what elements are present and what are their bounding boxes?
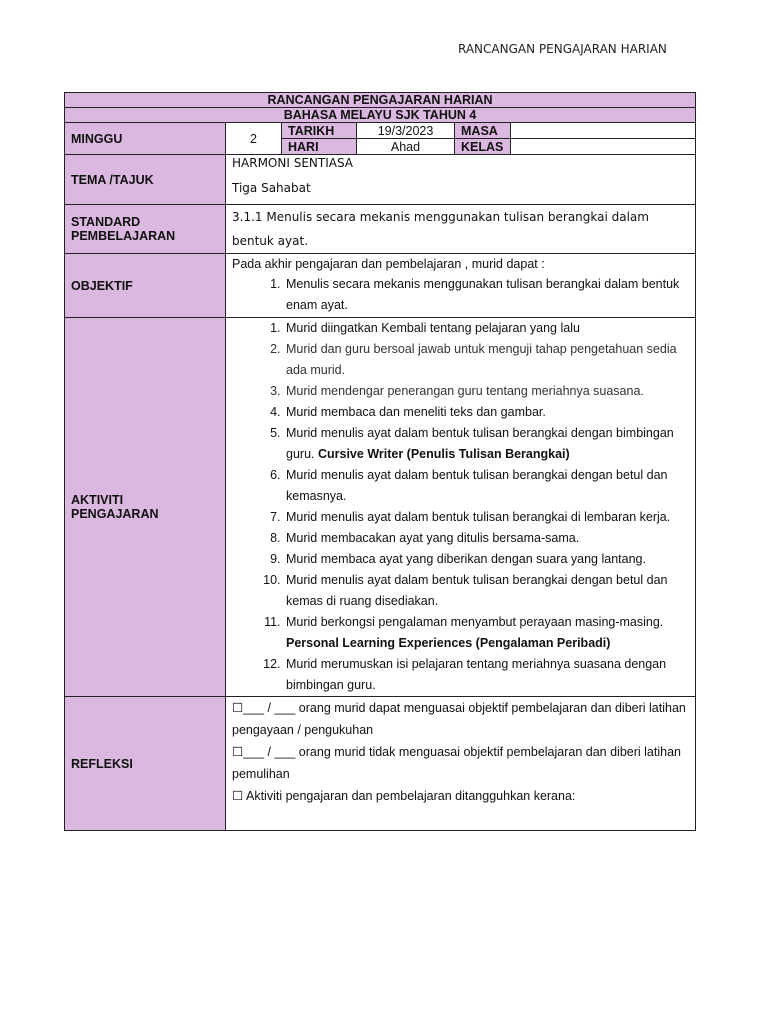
refleksi-line1: ☐___ / ___ orang murid dapat menguasai objektif pembelajaran dan diberi latihan pengayaan / pengukuhan <box>232 701 686 737</box>
objektif-item: 1. Menulis secara mekanis menggunakan tulisan berangkai dalam bentuk enam ayat. <box>284 274 689 316</box>
aktiviti-item: 7. Murid menulis ayat dalam bentuk tulisan berangkai di lembaran kerja. <box>284 507 689 528</box>
kelas-label: KELAS <box>455 139 511 155</box>
minggu-label: MINGGU <box>65 123 226 155</box>
refleksi-line3: ☐ Aktiviti pengajaran dan pembelajaran ditangguhkan kerana: <box>232 789 576 803</box>
aktiviti-item: 12. Murid merumuskan isi pelajaran tentang meriahnya suasana dengan bimbingan guru. <box>284 654 689 696</box>
tema-content <box>226 155 696 205</box>
tema-label: TEMA /TAJUK <box>65 155 226 205</box>
table-subtitle: BAHASA MELAYU SJK TAHUN 4 <box>65 108 696 123</box>
aktiviti-item: 4. Murid membaca dan meneliti teks dan gambar. <box>284 402 689 423</box>
refleksi-content <box>226 697 696 831</box>
aktiviti-item <box>284 423 689 465</box>
aktiviti-item: 3. Murid mendengar penerangan guru tentang meriahnya suasana. <box>284 381 689 402</box>
aktiviti-item: 6. Murid menulis ayat dalam bentuk tulisan berangkai dengan betul dan kemasnya. <box>284 465 689 507</box>
kelas-value <box>511 139 696 155</box>
standard-label-line2: PEMBELAJARAN <box>71 229 176 243</box>
objektif-list <box>232 274 689 316</box>
masa-label: MASA <box>455 123 511 139</box>
standard-label-line1: STANDARD <box>71 215 141 229</box>
aktiviti-item: 1. Murid diingatkan Kembali tentang pelajaran yang lalu <box>284 318 689 339</box>
minggu-value: 2 <box>226 123 282 155</box>
aktiviti-item-text: Murid berkongsi pengalaman menyambut perayaan masing-masing. <box>286 615 664 629</box>
objektif-intro: Pada akhir pengajaran dan pembelajaran , murid dapat : <box>232 257 545 271</box>
hari-value: Ahad <box>357 139 455 155</box>
aktiviti-label <box>65 318 226 697</box>
tarikh-label: TARIKH <box>282 123 357 139</box>
aktiviti-content <box>226 318 696 697</box>
standard-label <box>65 205 226 254</box>
tema-line1: HARMONI SENTIASA <box>232 156 354 170</box>
aktiviti-item <box>284 612 689 654</box>
masa-value <box>511 123 696 139</box>
page-header: RANCANGAN PENGAJARAN HARIAN <box>458 42 667 56</box>
aktiviti-label-line2: PENGAJARAN <box>71 507 159 521</box>
tema-line2: Tiga Sahabat <box>232 181 311 195</box>
standard-text: 3.1.1 Menulis secara mekanis menggunakan tulisan berangkai dalam bentuk ayat. <box>226 205 696 254</box>
aktiviti-item: 10. Murid menulis ayat dalam bentuk tulisan berangkai dengan betul dan kemas di ruang disediakan. <box>284 570 689 612</box>
aktiviti-label-line1: AKTIVITI <box>71 493 124 507</box>
aktiviti-item: 9. Murid membaca ayat yang diberikan dengan suara yang lantang. <box>284 549 689 570</box>
hari-label: HARI <box>282 139 357 155</box>
table-title: RANCANGAN PENGAJARAN HARIAN <box>65 93 696 108</box>
aktiviti-list <box>232 318 689 696</box>
aktiviti-item-bold: Personal Learning Experiences (Pengalaman Peribadi) <box>286 636 611 650</box>
aktiviti-item: 8. Murid membacakan ayat yang ditulis bersama-sama. <box>284 528 689 549</box>
aktiviti-item: 2. Murid dan guru bersoal jawab untuk menguji tahap pengetahuan sedia ada murid. <box>284 339 689 381</box>
aktiviti-item-text: Murid menulis ayat dalam bentuk tulisan berangkai dengan bimbingan guru. <box>286 426 674 461</box>
lesson-plan-table <box>64 92 696 831</box>
refleksi-line2: ☐___ / ___ orang murid tidak menguasai objektif pembelajaran dan diberi latihan pemulihan <box>232 745 681 781</box>
aktiviti-item-bold: Cursive Writer (Penulis Tulisan Berangkai) <box>317 447 570 461</box>
objektif-label: OBJEKTIF <box>65 254 226 318</box>
objektif-content <box>226 254 696 318</box>
tarikh-value: 19/3/2023 <box>357 123 455 139</box>
refleksi-label: REFLEKSI <box>65 697 226 831</box>
